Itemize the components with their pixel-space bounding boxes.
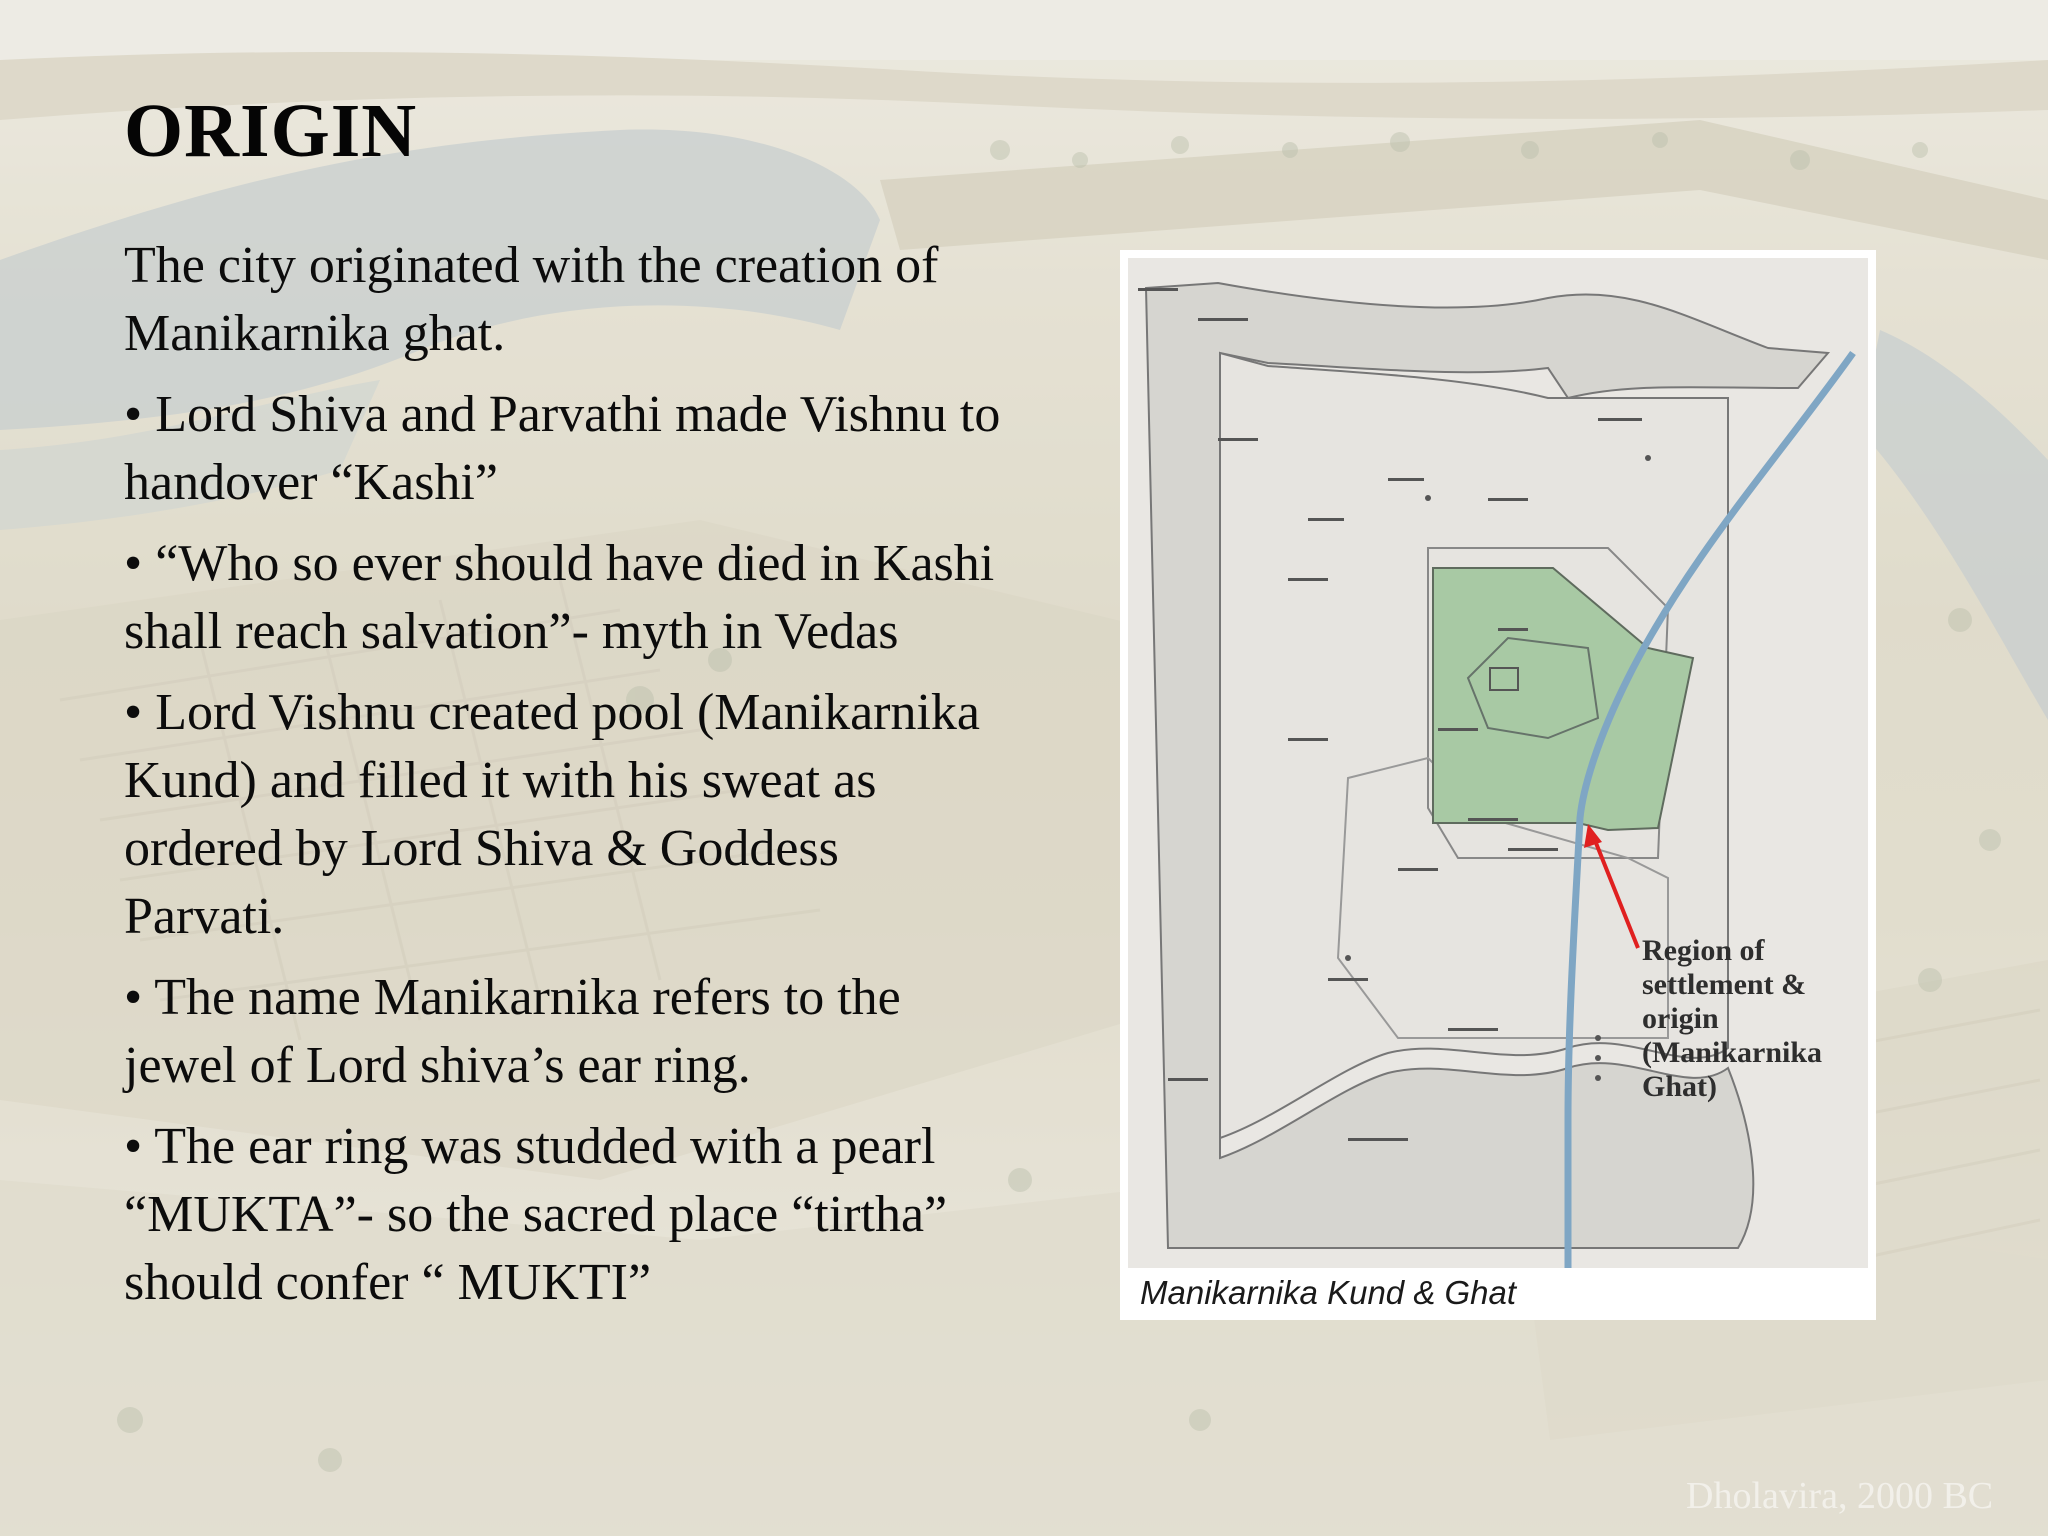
map-caption: Manikarnika Kund & Ghat xyxy=(1140,1274,1517,1311)
background-watermark: Dholavira, 2000 BC xyxy=(1686,1475,1994,1517)
annotation-line: Ghat) xyxy=(1642,1070,1717,1103)
annotation-line: Region of xyxy=(1642,934,1765,967)
map-annotation xyxy=(1642,934,1862,1104)
bullet-item: • Lord Shiva and Parvathi made Vishnu to handover “Kashi” xyxy=(124,386,1001,511)
slide-title: ORIGIN xyxy=(124,89,418,173)
map-figure xyxy=(1120,250,1876,1320)
bullet-item: • The name Manikarnika refers to the jewel of Lord shiva’s ear ring. xyxy=(124,969,901,1094)
bullet-item: • “Who so ever should have died in Kashi shall reach salvation”- myth in Vedas xyxy=(124,535,995,660)
annotation-line: origin xyxy=(1642,1002,1719,1035)
slide-body xyxy=(124,232,1004,1330)
annotation-line: settlement & xyxy=(1642,968,1807,1001)
kashi-map xyxy=(1128,258,1868,1268)
annotation-line: (Manikarnika xyxy=(1642,1036,1823,1069)
intro-paragraph: The city originated with the creation of Manikarnika ghat. xyxy=(124,237,939,362)
bullet-item: • The ear ring was studded with a pearl “MUKTA”- so the sacred place “tirtha” should confer “ MUKTI” xyxy=(124,1118,948,1311)
bullet-item: • Lord Vishnu created pool (Manikarnika Kund) and filled it with his sweat as ordered by Lord Shiva & Goddess Parvati. xyxy=(124,684,980,945)
